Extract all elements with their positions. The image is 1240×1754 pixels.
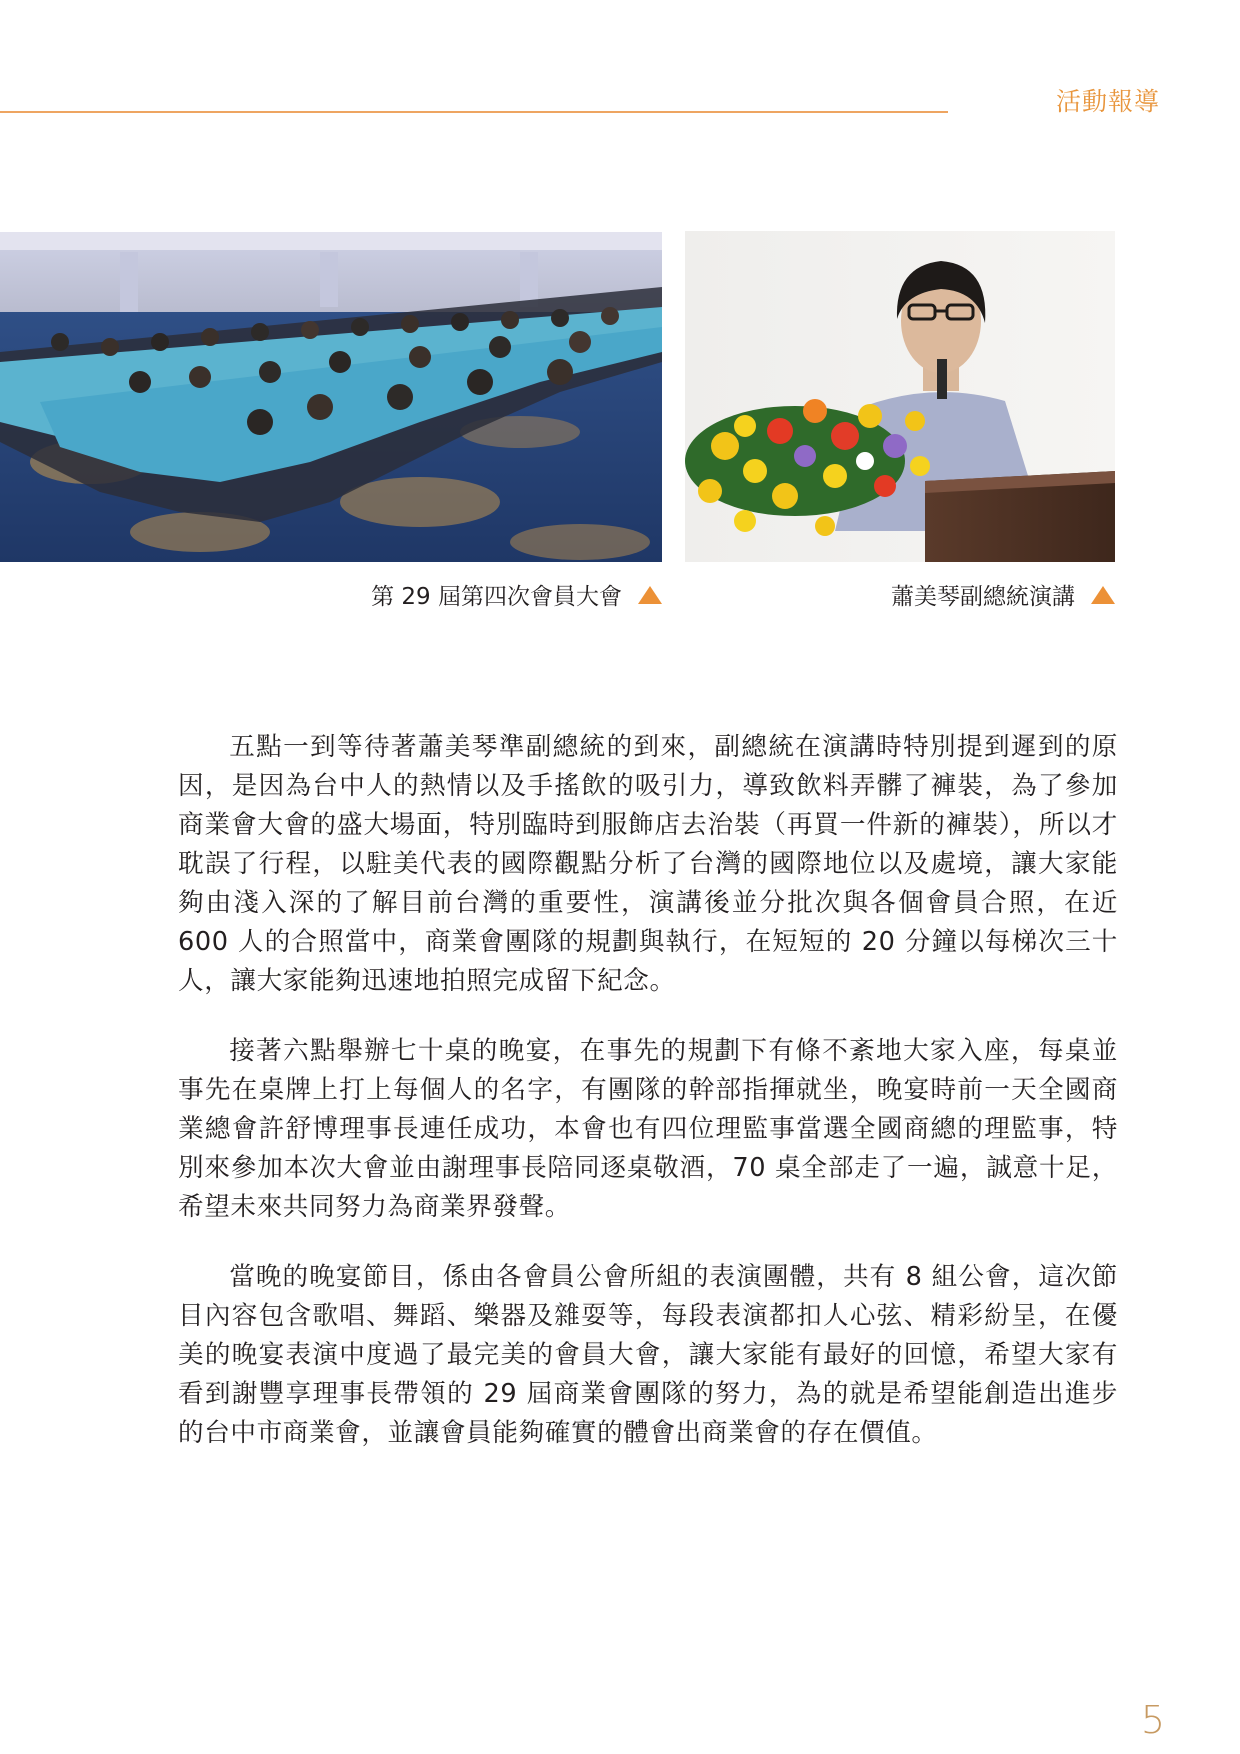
hall-photo-caption [371,578,662,611]
article-body [178,728,1118,1484]
article-paragraph: 五點一到等待著蕭美琴準副總統的到來，副總統在演講時特別提到遲到的原因，是因為台中人的熱情以及手搖飲的吸引力，導致飲料弄髒了褲裝，為了參加商業會大會的盛大場面，特別臨時到服飾店去治裝（再買一件新的褲裝），所以才耽誤了行程，以駐美代表的國際觀點分析了台灣的國際地位以及處境，讓大家能夠由淺入深的了解目前台灣的重要性，演講後並分批次與各個會員合照，在近 600 人的合照當中，商業會團隊的規劃與執行，在短短的 20 分鐘以每梯次三十人，讓大家能夠迅速地拍照完成留下紀念。 [178,732,1118,996]
speaker-caption-text: 蕭美琴副總統演講 [891,584,1075,610]
article-paragraph: 接著六點舉辦七十桌的晚宴，在事先的規劃下有條不紊地大家入座，每桌並事先在桌牌上打上每個人的名字，有團隊的幹部指揮就坐，晚宴時前一天全國商業總會許舒博理事長連任成功，本會也有四位理監事當選全國商總的理監事，特別來參加本次大會並由謝理事長陪同逐桌敬酒，70 桌全部走了一遍，誠意十足，希望未來共同努力為商業界發聲。 [178,1036,1118,1222]
article-paragraph: 當晚的晚宴節目，係由各會員公會所組的表演團體，共有 8 組公會，這次節目內容包含歌唱、舞蹈、樂器及雜耍等，每段表演都扣人心弦、精彩紛呈，在優美的晚宴表演中度過了最完美的會員大會，讓大家能有最好的回憶，希望大家有看到謝豐享理事長帶領的 29 屆商業會團隊的努力，為的就是希望能創造出進步的台中市商業會，並讓會員能夠確實的體會出商業會的存在價值。 [178,1262,1118,1448]
header-rule [0,111,948,113]
speaker-photo-caption [891,578,1115,611]
speaker-photo [685,231,1115,562]
hall-caption-text: 第 29 屆第四次會員大會 [371,584,622,610]
page-number: 5 [1140,1698,1165,1742]
section-label: 活動報導 [1055,87,1160,116]
triangle-up-icon [638,586,662,604]
conference-hall-photo [0,232,662,562]
triangle-up-icon [1091,586,1115,604]
